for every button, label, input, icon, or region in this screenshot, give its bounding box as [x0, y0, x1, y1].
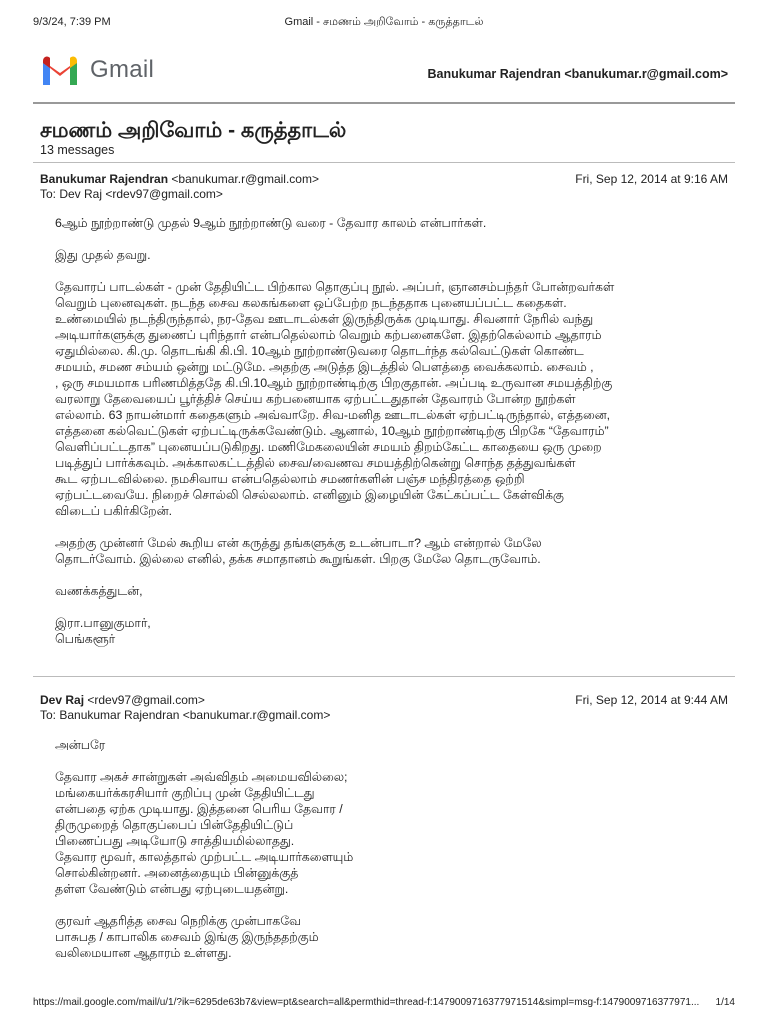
gmail-m-icon: [40, 55, 80, 85]
body-line: சமயம், சமண சம்யம் ஒன்று மட்டுமே. அதற்கு அடுத்த இடத்தில் பௌத்தை வைக்கலாம். சைவம் ,: [55, 360, 594, 374]
message-date: Fri, Sep 12, 2014 at 9:16 AM: [575, 172, 728, 186]
message-divider: [33, 676, 735, 677]
body-line: மங்கையர்க்கரசியார் குறிப்பு முன் தேதியிட்டது: [55, 786, 315, 800]
body-line: அடியார்களுக்கு துணைப் புரிந்தார் என்பதெல்லாம் வெறும் கற்பனைகளே. இதற்கெல்லாம் ஆதாரம்: [55, 328, 602, 342]
body-paragraph: [55, 583, 735, 599]
message-header: [40, 172, 728, 202]
body-line: 6ஆம் நூற்றாண்டு முதல் 9ஆம் நூற்றாண்டு வரை - தேவார காலம் என்பார்கள்.: [55, 216, 487, 230]
message-header: [40, 693, 728, 723]
body-line: என்பதை ஏற்க முடியாது. இத்தனை பெரிய தேவார /: [55, 802, 343, 816]
print-datetime: 9/3/24, 7:39 PM: [33, 16, 111, 28]
body-line: வரலாறு தேவையைப் பூர்த்திச் செய்ய கற்பனையாக ஏற்பட்டதுதான் தேவாரம் போன்ற நூற்கள்: [55, 392, 576, 406]
body-line: எத்தனை கல்வெட்டுகள் ஏற்பட்டிருக்கவேண்டும். ஆனால், 10ஆம் நூற்றாண்டிற்கு பிறகே “தேவாரம்”: [55, 424, 609, 438]
body-paragraph: [55, 279, 735, 519]
subject-divider: [33, 162, 735, 163]
account-label: Banukumar Rajendran <banukumar.r@gmail.com>: [427, 67, 728, 81]
gmail-logo[interactable]: [40, 55, 154, 85]
body-line: பிணைப்பது அடியோடு சாத்தியமில்லாதது.: [55, 834, 295, 848]
body-line: விடைப் பகிர்கிறேன்.: [55, 504, 173, 518]
sender-name: Dev Raj: [40, 693, 85, 707]
body-line: இரா.பானுகுமார்,: [55, 616, 151, 630]
body-line: சொல்கின்றனர். அனைத்தையும் பின்னுக்குத்: [55, 866, 299, 880]
recipient: To: Dev Raj <rdev97@gmail.com>: [40, 187, 223, 201]
body-line: படித்துப் பார்க்கவும். அக்காலகட்டத்தில் சைவ/வைணவ சமயத்திற்கென்று சொந்த தத்துவங்கள்: [55, 456, 576, 470]
sender-name: Banukumar Rajendran: [40, 172, 169, 186]
gmail-wordmark: Gmail: [90, 56, 155, 83]
body-line: தேவாரப் பாடல்கள் - முன் தேதியிட்ட பிற்கால தொகுப்பு நூல். அப்பர், ஞானசம்பந்தர் போன்றவர்கள்: [55, 280, 615, 294]
body-line: வெளிப்பட்டதாக” புனையப்படுகிறது. மணிமேகலையின் சமயம் திறம்கேட்ட காதையை ஒரு முறை: [55, 440, 602, 454]
body-paragraph: [55, 535, 735, 567]
body-line: வெறும் புனைவுகள். நடந்த சைவ கலகங்களை ஒப்பேற்ற நடந்ததாக புனையப்பட்ட கதைகள்.: [55, 296, 567, 310]
body-paragraph: [55, 215, 735, 231]
body-line: ஏற்பட்டவையே. நிறைச் சொல்லி செல்லலாம். எனினும் இழையின் கேட்கப்பட்ட கேள்விக்கு: [55, 488, 564, 502]
body-line: வணக்கத்துடன்,: [55, 584, 143, 598]
sender-email: <rdev97@gmail.com>: [84, 693, 205, 707]
body-paragraph: [55, 615, 735, 647]
body-line: பாசுபத / காபாலிக சைவம் இங்கு இருந்ததற்கும்: [55, 930, 319, 944]
body-paragraph: [55, 913, 735, 961]
body-line: ஏதுமில்லை. கி.மு. தொடங்கி கி.பி. 10ஆம் நூற்றாண்டுவரை தொடர்ந்த கல்வெட்டுகள் கொண்ட: [55, 344, 584, 358]
header-divider: [33, 102, 735, 104]
body-line: எல்லாம். 63 நாயன்மார் கதைகளும் அவ்வாறே. சிவ-மனித ஊடாடல்கள் ஏற்பட்டிருந்தால், எத்தனை,: [55, 408, 611, 422]
body-line: தொடர்வோம். இல்லை எனில், தக்க சமாதானம் கூறுங்கள். பிறகு மேலே தொடருவோம்.: [55, 552, 541, 566]
body-line: உண்மையில் நடந்திருந்தால், நர-தேவ ஊடாடல்கள் இருந்திருக்க முடியாது. சிவனார் நேரில் வந்து: [55, 312, 594, 326]
body-line: குரவர் ஆதரித்த சைவ நெறிக்கு முன்பாகவே: [55, 914, 301, 928]
recipient: To: Banukumar Rajendran <banukumar.r@gmail.com>: [40, 708, 331, 722]
body-line: இது முதல் தவறு.: [55, 248, 151, 262]
body-line: தேவார அகச் சான்றுகள் அவ்விதம் அமையவில்லை;: [55, 770, 348, 784]
message-count: 13 messages: [40, 143, 115, 157]
body-paragraph: [55, 737, 735, 753]
page-number: 1/14: [715, 997, 735, 1008]
body-line: பெங்களூர்: [55, 632, 116, 646]
thread-subject: சமணம் அறிவோம் - கருத்தாடல்: [40, 119, 347, 142]
message-body: [55, 215, 735, 663]
message-date: Fri, Sep 12, 2014 at 9:44 AM: [575, 693, 728, 707]
body-line: திருமுறைத் தொகுப்பைப் பின்தேதியிட்டுப்: [55, 818, 294, 832]
body-line: , ஒரு சமயமாக பரிணமித்ததே கி.பி.10ஆம் நூற்றாண்டிற்கு பிறகுதான். அப்படி உருவான சமயத்திற்கு: [55, 376, 613, 390]
print-title: Gmail - சமணம் அறிவோம் - கருத்தாடல்: [284, 16, 484, 28]
body-paragraph: [55, 247, 735, 263]
sender-email: <banukumar.r@gmail.com>: [168, 172, 319, 186]
body-line: அன்பரே: [55, 738, 106, 752]
body-line: வலிமையான ஆதாரம் உள்ளது.: [55, 946, 232, 960]
page-url[interactable]: https://mail.google.com/mail/u/1/?ik=6295de63b7&view=pt&search=all&permthid=thread-f:1479009716377971514&simpl=msg-f:1479009716377971...: [33, 997, 700, 1008]
message-body: [55, 737, 735, 977]
body-line: அதற்கு முன்னர் மேல் கூறிய என் கருத்து தங்களுக்கு உடன்பாடா? ஆம் என்றால் மேலே: [55, 536, 542, 550]
body-line: தேவார மூவர், காலத்தால் முற்பட்ட அடியார்களையும்: [55, 850, 354, 864]
body-line: கூட ஏற்படவில்லை. நமசிவாய என்பதெல்லாம் சமணர்களின் பஞ்ச மந்திரத்தை ஒற்றி: [55, 472, 525, 486]
body-line: தள்ள வேண்டும் என்பது ஏற்புடையதன்று.: [55, 882, 289, 896]
body-paragraph: [55, 769, 735, 897]
